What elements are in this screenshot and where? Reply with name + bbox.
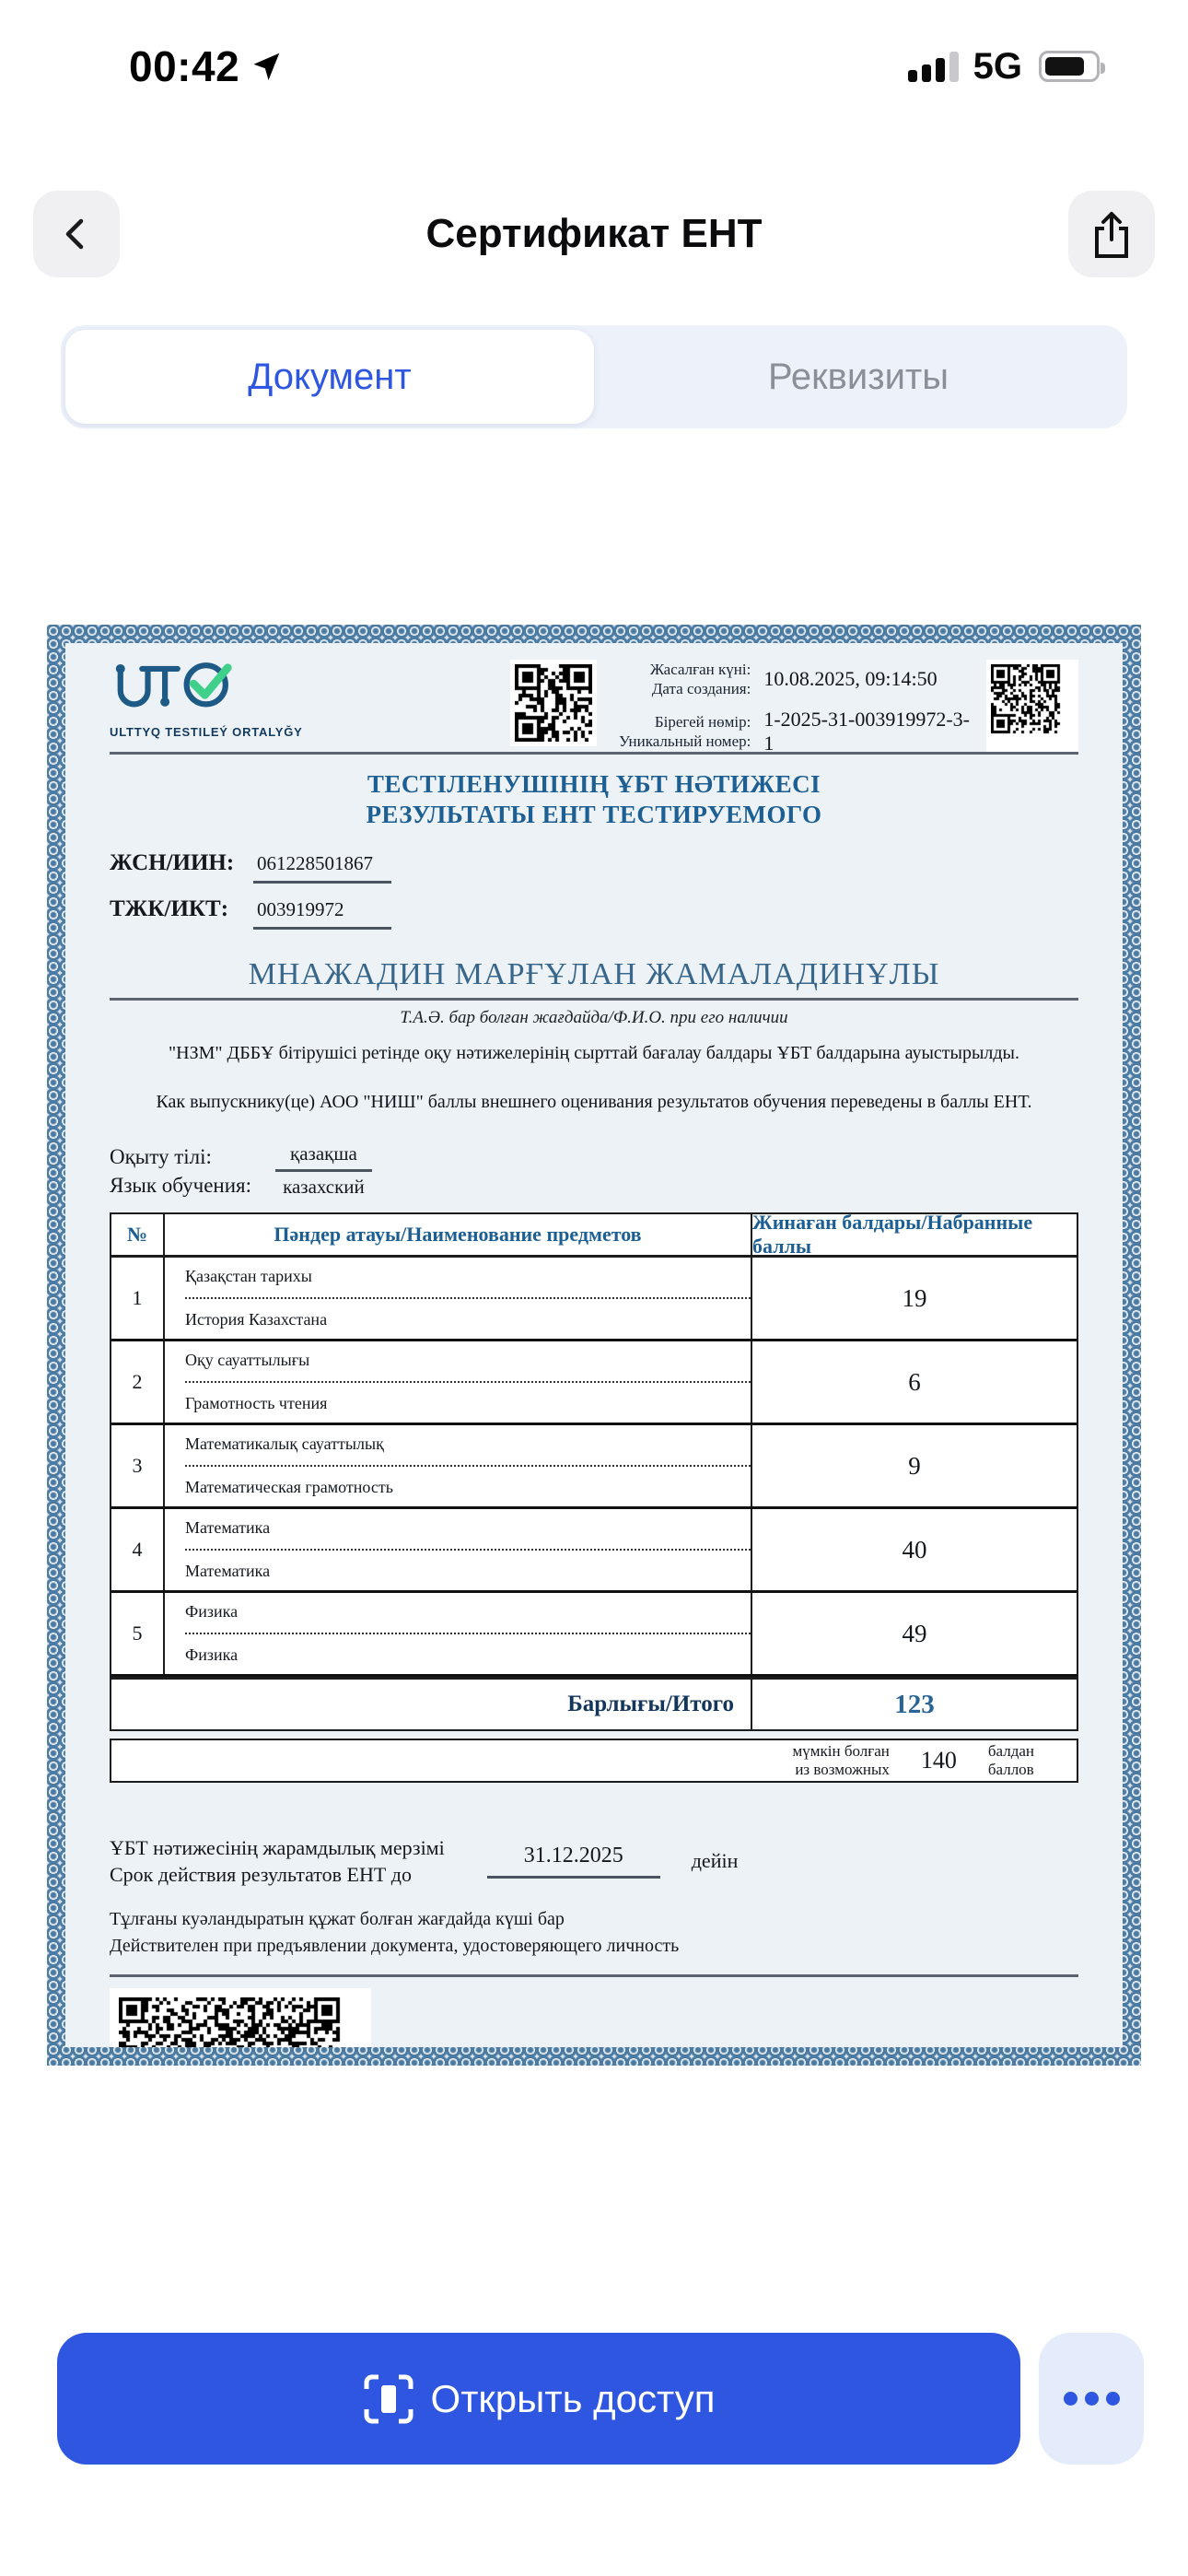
certificate-meta: [597, 660, 986, 755]
share-icon: [1088, 208, 1136, 260]
language-labels: Оқыту тілі: Язык обучения:: [110, 1145, 251, 1197]
col-num-header: №: [111, 1214, 165, 1255]
open-access-button[interactable]: [57, 2333, 1020, 2465]
conversion-note-kk: "НЗМ" ДББҰ бітірушісі ретінде оқу нәтижелерінің сырттай бағалау балдары ҰБТ балдарына ауыстырылды.: [168, 1043, 1019, 1063]
name-footnote: Т.А.Ә. бар болған жағдайда/Ф.И.О. при его наличии: [400, 1008, 788, 1027]
iin-label: ЖСН/ИИН:: [110, 850, 235, 875]
uto-logo: [110, 660, 358, 739]
unique-number-label: Бірегей нөмір: Уникальный номер:: [619, 713, 751, 750]
qr-code-bottom: [110, 1988, 371, 2047]
validity-labels: ҰБТ нәтижесінің жарамдылық мерзімі Срок действия результатов ЕНТ до: [110, 1836, 445, 1886]
divider: [110, 998, 1078, 1001]
qr-code-top-right: [986, 660, 1078, 752]
table-header: [111, 1211, 1077, 1258]
more-dot: [1064, 2392, 1077, 2406]
network-type-label: 5G: [973, 45, 1022, 87]
nav-bar: [0, 191, 1188, 277]
battery-icon: [1039, 51, 1100, 82]
tab-document[interactable]: Документ: [65, 330, 594, 424]
segmented-tabs: [61, 325, 1127, 428]
more-dot: [1106, 2392, 1120, 2406]
ikt-row: [110, 896, 1078, 930]
back-button[interactable]: [33, 191, 120, 277]
table-total-row: [111, 1677, 1077, 1729]
possible-value: 140: [920, 1747, 957, 1774]
divider: [110, 1974, 1078, 1977]
certificate-document: [41, 619, 1147, 2071]
language-value-kk: қазақша: [275, 1142, 372, 1172]
location-arrow-icon: [249, 49, 284, 84]
table-row: 3 Математикалық сауаттылық Математическая грамотность 9: [111, 1425, 1077, 1509]
uto-logo-icon: [110, 660, 248, 717]
signal-strength-icon: [908, 51, 959, 82]
total-label: Барлығы/Итого: [111, 1680, 752, 1729]
iin-row: [110, 850, 1078, 884]
status-right: [908, 46, 1100, 88]
validity-block: [110, 1834, 1078, 1888]
scores-table: [110, 1212, 1078, 1731]
col-subject-header: Пәндер атауы/Наименование предметов: [165, 1214, 752, 1255]
total-value: 123: [894, 1689, 935, 1719]
id-block: [110, 850, 1078, 930]
footer-actions: [57, 2333, 1144, 2465]
possible-unit: балдан баллов: [987, 1742, 1034, 1778]
col-score-header: Жинаған балдары/Набранные баллы: [752, 1211, 1033, 1258]
validity-date: 31.12.2025: [523, 1844, 623, 1868]
more-options-button[interactable]: [1039, 2333, 1144, 2465]
created-date-label: Жасалған күні: Дата создания:: [649, 661, 751, 697]
status-left: [129, 41, 284, 91]
open-access-label: Открыть доступ: [430, 2376, 716, 2420]
share-button[interactable]: [1068, 191, 1155, 277]
ikt-label: ТЖК/ИКТ:: [110, 896, 229, 921]
scan-frame-icon: [363, 2373, 414, 2425]
possible-label: мүмкін болған из возможных: [792, 1742, 890, 1778]
uto-logo-caption: ULTTYQ TESTILEÝ ORTALYĞY: [110, 725, 303, 739]
certificate-decorative-border: [47, 625, 1141, 2066]
language-values: [275, 1142, 372, 1199]
certificate-content: [65, 643, 1123, 2047]
table-row: 5 Физика Физика 49: [111, 1593, 1077, 1677]
created-date-value: 10.08.2025, 09:14:50: [763, 667, 938, 690]
certificate-header: [110, 660, 1078, 755]
language-value-ru: казахский: [283, 1176, 365, 1198]
tab-details[interactable]: Реквизиты: [767, 356, 949, 397]
status-bar: [0, 37, 1188, 96]
person-full-name: МНАЖАДИН МАРҒҰЛАН ЖАМАЛАДИНҰЛЫ: [248, 957, 940, 991]
max-possible-row: [110, 1739, 1078, 1783]
page-title: Сертификат ЕНТ: [425, 211, 763, 256]
language-block: [110, 1142, 1078, 1200]
more-dot: [1085, 2392, 1099, 2406]
iin-value: 061228501867: [257, 852, 373, 874]
qr-code-top-center: [510, 660, 597, 746]
identity-note: Тұлғаны куәландыратын құжат болған жағдайда күші бар Действителен при предъявлении документа, удостоверяющего личность: [110, 1909, 680, 1956]
table-row: 4 Математика Математика 40: [111, 1509, 1077, 1593]
unique-number-value: 1-2025-31-003919972-3-1: [763, 708, 970, 755]
table-row: 1 Қазақстан тарихы История Казахстана 19: [111, 1258, 1077, 1341]
conversion-note-ru: Как выпускнику(це) АОО "НИШ" баллы внешнего оценивания результатов обучения переведены в баллы ЕНТ.: [156, 1092, 1032, 1112]
certificate-title: ТЕСТІЛЕНУШІНІҢ ҰБТ НӘТИЖЕСІ РЕЗУЛЬТАТЫ ЕНТ ТЕСТИРУЕМОГО: [366, 770, 822, 828]
validity-suffix: дейін: [691, 1849, 739, 1872]
table-row: 2 Оқу сауаттылығы Грамотность чтения 6: [111, 1341, 1077, 1425]
ikt-value: 003919972: [257, 898, 344, 920]
status-time: 00:42: [129, 42, 240, 90]
chevron-left-icon: [55, 213, 98, 255]
